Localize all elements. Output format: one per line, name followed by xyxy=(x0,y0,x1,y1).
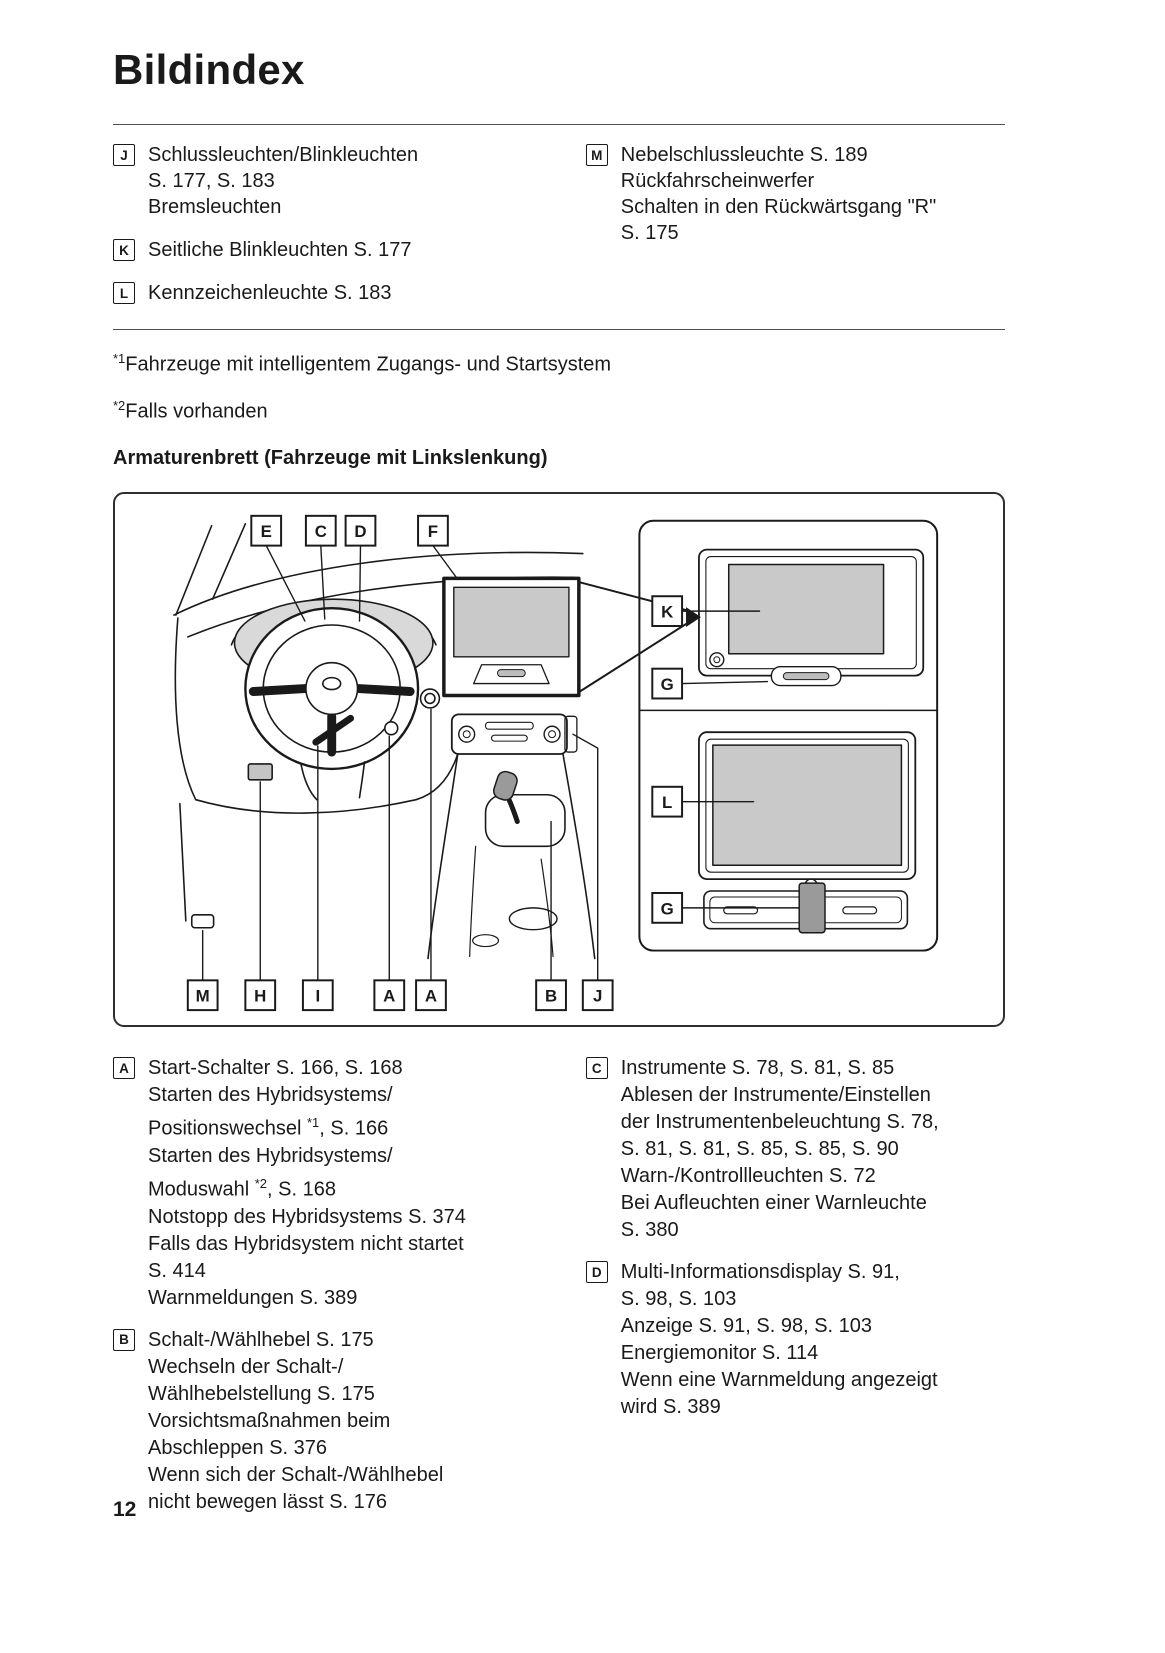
callout-letter: A xyxy=(424,987,438,1007)
cup-holder xyxy=(509,908,557,930)
callout-letter: G xyxy=(660,899,674,919)
multimedia-unit-detail xyxy=(699,550,923,686)
index-line: Wählhebelstellung S. 175 xyxy=(148,1382,375,1405)
divider-mid xyxy=(113,329,1005,330)
line-text: , S. 166 xyxy=(319,1117,389,1140)
section-heading: Armaturenbrett (Fahrzeuge mit Linkslenkung) xyxy=(113,447,548,470)
dash-switch xyxy=(248,764,272,780)
index-line: Kennzeichenleuchte S. 183 xyxy=(148,282,392,304)
lower-display-detail xyxy=(699,733,915,892)
entry-text xyxy=(148,1055,466,1311)
top-index-right-column xyxy=(586,142,1005,323)
multimedia-knob xyxy=(710,653,724,667)
bottom-index-right-column xyxy=(586,1055,1005,1530)
bottom-index xyxy=(113,1055,1005,1530)
callout-box-a2 xyxy=(416,981,446,1011)
callout-letter: E xyxy=(260,522,272,542)
index-line: Starten des Hybridsystems/ xyxy=(148,1144,393,1167)
callout-box-g-bottom xyxy=(652,893,682,923)
highlighted-switch xyxy=(799,883,825,933)
multimedia-screen xyxy=(729,565,884,654)
callout-letter: C xyxy=(314,522,327,542)
callout-box-a1 xyxy=(374,981,404,1011)
index-line: Ablesen der Instrumente/Einstellen xyxy=(620,1084,931,1107)
entry-text xyxy=(621,1259,938,1421)
callout-box-j xyxy=(583,981,613,1011)
callout-box-c xyxy=(306,516,336,546)
callout-key: A xyxy=(113,1057,135,1079)
index-line: Anzeige S. 91, S. 98, S. 103 xyxy=(620,1315,873,1338)
index-line xyxy=(148,1170,466,1204)
callout-letter: A xyxy=(383,987,396,1007)
callout-letter: D xyxy=(354,522,367,542)
index-entry-j xyxy=(113,142,586,220)
gear-shifter xyxy=(486,770,565,847)
index-entry-b xyxy=(113,1327,586,1516)
footnote-text: Fahrzeuge mit intelligentem Zugangs- und Startsystem xyxy=(125,353,612,376)
index-line: Wenn sich der Schalt-/Wählhebel xyxy=(148,1463,444,1486)
index-entry-c xyxy=(586,1055,1005,1244)
audio-unit xyxy=(452,715,577,755)
index-line: Schlussleuchten/Blinkleuchten xyxy=(148,144,419,166)
index-line: Energiemonitor S. 114 xyxy=(620,1342,819,1365)
callout-letter: K xyxy=(661,602,674,622)
index-line: Bei Aufleuchten einer Warnleuchte xyxy=(620,1192,927,1215)
entry-text xyxy=(148,280,392,306)
center-display xyxy=(444,579,579,696)
index-line xyxy=(148,1109,466,1143)
index-line: Warn-/Kontrollleuchten S. 72 xyxy=(620,1165,876,1188)
entry-text xyxy=(621,1055,939,1244)
footnote-marker: *2 xyxy=(113,397,126,413)
entry-text xyxy=(148,1327,443,1516)
index-line: S. 380 xyxy=(620,1219,679,1242)
index-line: Seitliche Blinkleuchten S. 177 xyxy=(148,239,412,261)
index-line: Schalten in den Rückwärtsgang "R" xyxy=(620,196,937,218)
lower-display-screen xyxy=(713,745,902,865)
callout-key: B xyxy=(113,1329,135,1351)
callout-key: K xyxy=(113,239,135,261)
callout-box-m xyxy=(188,981,218,1011)
index-line: der Instrumentenbeleuchtung S. 78, xyxy=(620,1111,939,1134)
index-line: Falls das Hybridsystem nicht startet xyxy=(148,1232,464,1255)
callout-box-b xyxy=(536,981,566,1011)
index-line: Abschleppen S. 376 xyxy=(148,1436,328,1459)
callout-key: L xyxy=(113,282,135,304)
bottom-index-left-column xyxy=(113,1055,586,1530)
index-entry-d xyxy=(586,1259,1005,1421)
index-line: Rückfahrscheinwerfer xyxy=(620,170,815,192)
footnote-ref: *2 xyxy=(254,1175,268,1191)
callout-letter: G xyxy=(660,675,674,695)
entry-text xyxy=(621,142,936,246)
top-index xyxy=(113,125,1005,329)
callout-box-k xyxy=(652,597,682,627)
index-line: S. 175 xyxy=(620,222,679,244)
page-number: 12 xyxy=(113,1498,137,1521)
footnote-marker: *1 xyxy=(113,351,126,366)
index-line: S. 98, S. 103 xyxy=(620,1288,737,1311)
dashboard-diagram-svg xyxy=(115,494,1003,1025)
callout-box-g-top xyxy=(652,669,682,699)
index-line: Nebelschlussleuchte S. 189 xyxy=(620,144,868,166)
hood-release-lever xyxy=(192,915,214,928)
callout-key: C xyxy=(586,1057,608,1079)
entry-text xyxy=(148,142,418,220)
index-line: Starten des Hybridsystems/ xyxy=(148,1084,393,1107)
callout-letter: I xyxy=(315,987,321,1007)
footnote-1 xyxy=(113,347,1005,377)
callout-letter: B xyxy=(544,987,558,1007)
index-entry-l xyxy=(113,280,586,306)
index-line: Schalt-/Wählhebel S. 175 xyxy=(148,1328,374,1351)
index-entry-k xyxy=(113,237,586,263)
display-screen xyxy=(454,588,569,657)
index-line: Instrumente S. 78, S. 81, S. 85 xyxy=(620,1057,895,1080)
index-line: wird S. 389 xyxy=(620,1396,721,1419)
index-line: Wenn eine Warnmeldung angezeigt xyxy=(620,1369,938,1392)
callout-key: J xyxy=(113,144,135,166)
callout-box-f xyxy=(418,516,448,546)
callout-letter: L xyxy=(662,793,673,813)
line-text: Positionswechsel xyxy=(148,1117,307,1140)
index-line: Wechseln der Schalt-/ xyxy=(148,1355,344,1378)
index-line: Warnmeldungen S. 389 xyxy=(148,1286,358,1309)
callout-box-i xyxy=(303,981,333,1011)
center-console xyxy=(428,754,595,958)
index-line: Notstopp des Hybridsystems S. 374 xyxy=(148,1205,466,1228)
audio-knob-left xyxy=(459,727,475,743)
callout-box-h xyxy=(245,981,275,1011)
footnote-2 xyxy=(113,394,1005,424)
callout-key: M xyxy=(586,144,608,166)
callout-key: D xyxy=(586,1261,608,1283)
detail-panel xyxy=(639,521,937,951)
footnote-ref: *1 xyxy=(306,1115,320,1131)
steering-hub xyxy=(306,663,358,715)
callout-box-d xyxy=(346,516,376,546)
index-line: S. 81, S. 81, S. 85, S. 85, S. 90 xyxy=(620,1138,899,1161)
index-line: Vorsichtsmaßnahmen beim xyxy=(148,1409,391,1432)
index-line: Multi-Informationsdisplay S. 91, xyxy=(620,1261,900,1284)
index-line: Start-Schalter S. 166, S. 168 xyxy=(148,1057,403,1080)
page-title: Bildindex xyxy=(113,46,305,93)
callout-letter: H xyxy=(254,987,267,1007)
callout-letter: F xyxy=(427,522,439,542)
line-text: Moduswahl xyxy=(148,1178,255,1201)
footnote-text: Falls vorhanden xyxy=(125,400,268,423)
callout-letter: M xyxy=(195,987,210,1007)
entry-text xyxy=(148,237,412,263)
dashboard-diagram xyxy=(113,492,1005,1027)
index-entry-m xyxy=(586,142,1005,246)
top-index-left-column xyxy=(113,142,586,323)
callout-box-l xyxy=(652,787,682,817)
index-line: Bremsleuchten xyxy=(148,196,282,218)
index-line: S. 177, S. 183 xyxy=(148,170,275,192)
index-entry-a xyxy=(113,1055,586,1311)
callout-letter: J xyxy=(593,987,603,1007)
index-line: S. 414 xyxy=(148,1259,206,1282)
line-text: , S. 168 xyxy=(267,1178,336,1201)
index-line: nicht bewegen lässt S. 176 xyxy=(148,1490,388,1513)
audio-knob-right xyxy=(544,727,560,743)
callout-box-e xyxy=(251,516,281,546)
